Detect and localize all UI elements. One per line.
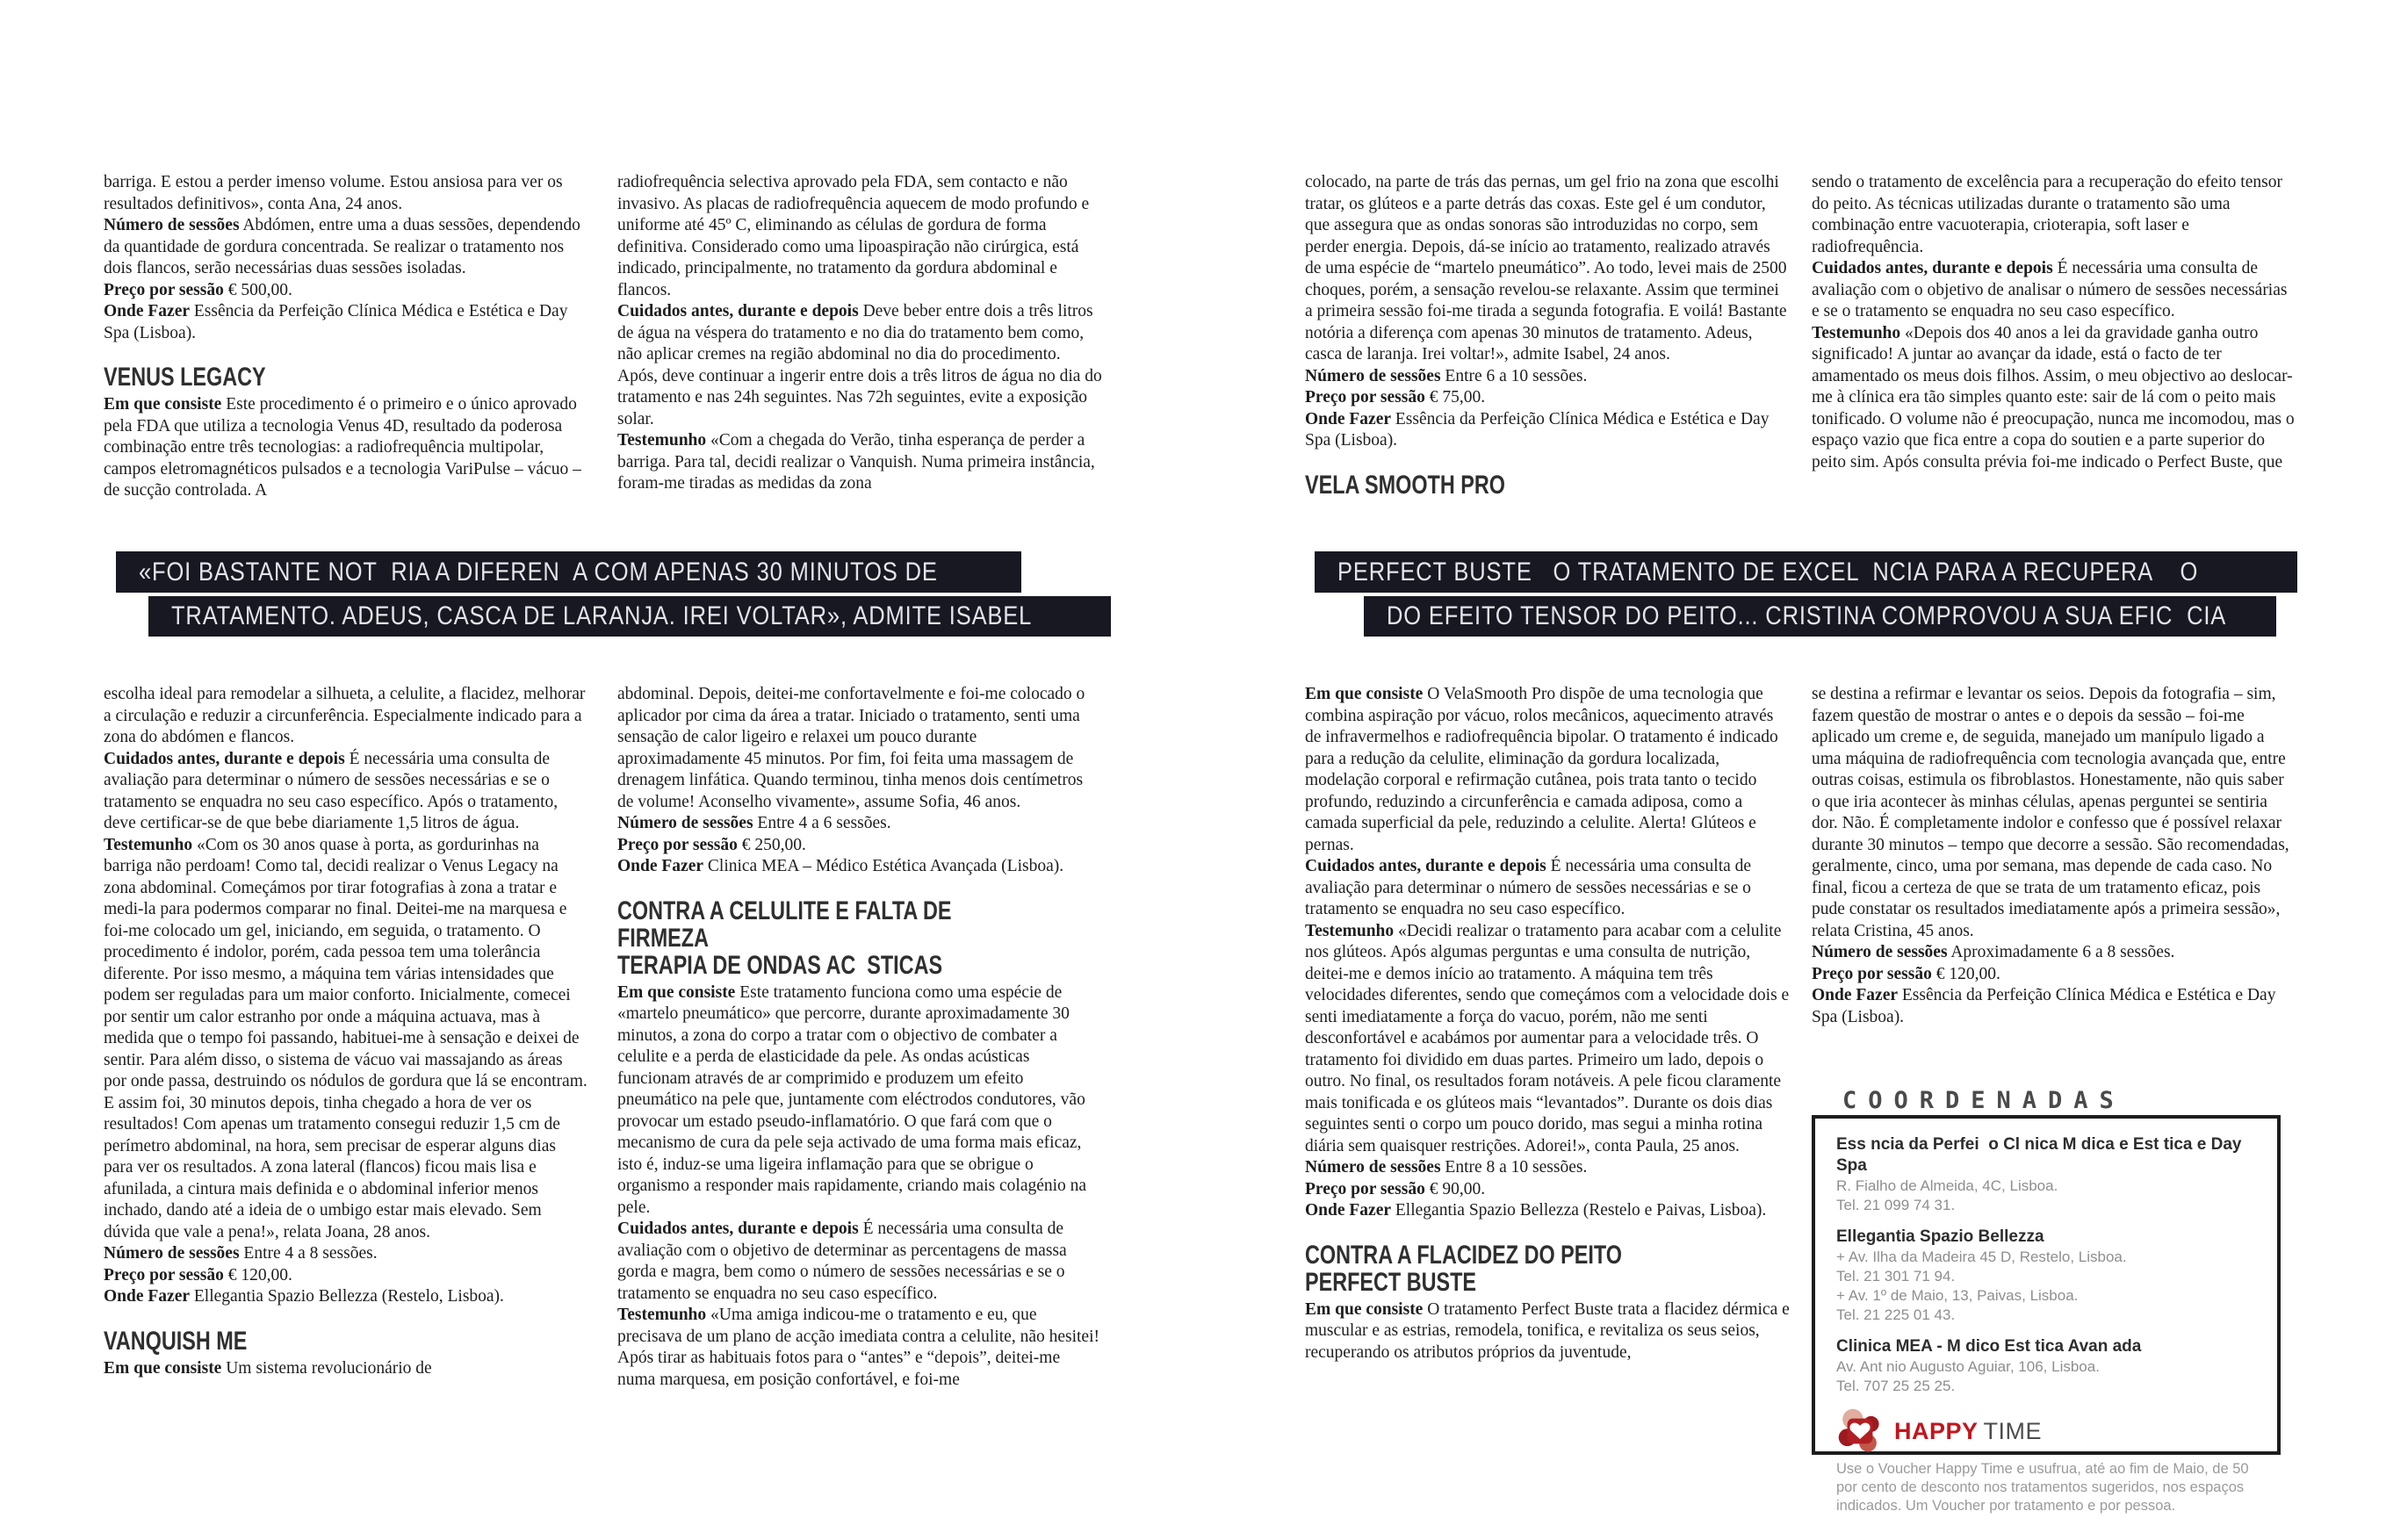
paragraph-label: Em que consiste xyxy=(104,1358,222,1378)
article-paragraph: Em que consiste Este procedimento é o primeiro e o único aprovado pela FDA que utiliza a tecnologia Venus 4D, resultado da poderosa combinação entre três tecnologias: a radiofrequência multipolar, campos eletromagnéticos pulsados e a tecnologia VariPulse – vácuo – de sucção controlada. A xyxy=(104,395,581,500)
paragraph-label: Número de sessões xyxy=(1305,1158,1441,1177)
treatment-heading: CONTRA A CELULITE E FALTA DE FIRMEZA xyxy=(617,896,957,953)
paragraph-label: Onde Fazer xyxy=(1305,1201,1392,1220)
article-paragraph: Preço por sessão € 500,00. xyxy=(104,280,292,299)
article-paragraph: Testemunho «Com os 30 anos quase à porta, as gordurinhas na barriga não perdoam! Como tal, decidi realizar o Venus Legacy na zona abdominal. Começámos por tirar fotografias à zona a tratar e medi-la para podermos comparar no final. Deitei-me na marquesa e foi-me colocado um gel, iniciando, em seguida, o tratamento. O procedimento é indolor, porém, cada pessoa tem uma tolerância diferente. Por isso mesmo, a máquina tem várias intensidades que podem ser reguladas para um maior conforto. Inicialmente, comecei por sentir um calor estranho por onde a máquina actuava, mas à medida que o tempo foi passando, habituei-me à sensação e deixei de sentir. Para além disso, o sistema de vácuo vai massajando as áreas por onde passa, destruindo os nódulos de gordura que lá se encontram. E assim foi, 30 minutos depois, tinha chegado a hora de ver os resultados! Com apenas um tratamento consegui reduzir 1,5 cm de perímetro abdominal, na hora, sem precisar de esperar alguns dias para ver os resultados. A zona lateral (flancos) ficou mais lisa e afunilada, a cintura mais definida e o abdominal inferior menos inchado, dando até a ideia de o umbigo estar mais elevado. Sem dúvida que vale a pena!», relata Joana, 28 anos. xyxy=(104,835,587,1241)
article-paragraph: Preço por sessão € 120,00. xyxy=(1812,964,2000,983)
treatment-heading: VENUS LEGACY xyxy=(104,363,266,392)
paragraph-label: Onde Fazer xyxy=(104,1287,191,1306)
contact-entry xyxy=(1836,1336,2258,1396)
brand-happy: HAPPY xyxy=(1894,1417,1979,1444)
article-paragraph: Preço por sessão € 250,00. xyxy=(617,835,806,854)
paragraph-label: Preço por sessão xyxy=(1305,1179,1425,1198)
article-paragraph: Cuidados antes, durante e depois É necessária uma consulta de avaliação para determinar o número de sessões necessárias e se o tratamento se enquadra no seu caso específico. Após o tratamento, deve certificar-se de que bebe diariamente 1,5 litros de água. xyxy=(104,749,559,832)
pull-quote-banner-right-line1: PERFECT BUSTE O TRATAMENTO DE EXCEL NCIA PARA A RECUPERA O xyxy=(1315,551,2297,593)
paragraph-label: Cuidados antes, durante e depois xyxy=(617,1220,859,1238)
article-paragraph: escolha ideal para remodelar a silhueta, a celulite, a flacidez, melhorar a circulação e reduzir a circunferência. Especialmente indicado para a zona do abdómen e flancos. xyxy=(104,685,586,746)
column-3-top xyxy=(1305,172,1790,502)
paragraph-label: Número de sessões xyxy=(1812,943,1948,961)
article-paragraph: Número de sessões Abdómen, entre uma a duas sessões, dependendo da quantidade de gordura concentrada. Se realizar o tratamento nos dois flancos, serão necessárias duas sessões isoladas. xyxy=(104,216,580,277)
article-paragraph: sendo o tratamento de excelência para a recuperação do efeito tensor do peito. As técnicas utilizadas durante o tratamento são uma combinação entre vacuoterapia, crioterapia, soft laser e radiofrequência. xyxy=(1812,173,2282,256)
article-paragraph: Onde Fazer Essência da Perfeição Clínica Médica e Estética e Day Spa (Lisboa). xyxy=(1305,409,1770,450)
paragraph-label: Preço por sessão xyxy=(617,835,738,854)
paragraph-label: Em que consiste xyxy=(617,982,736,1002)
paragraph-label: Preço por sessão xyxy=(104,280,224,299)
article-paragraph: Testemunho «Decidi realizar o tratamento para acabar com a celulite nos glúteos. Após algumas perguntas e uma consulta de nutrição, deitei-me e demos início ao tratamento. A máquina tem três velocidades diferentes, sendo que começámos com a velocidade dois e senti imediatamente a força do vacuo, porém, não me senti desconfortável e acabámos por aumentar para a velocidade três. O tratamento foi dividido em duas partes. Primeiro um lado, depois o outro. No final, os resultados foram notáveis. A pele ficou claramente mais tonificada e os glúteos mais “levantados”. Durante os dois dias seguintes senti o corpo um pouco dorido, mas segui a minha rotina diária sem quaisquer restrições. Adorei!», conta Paula, 25 anos. xyxy=(1305,921,1790,1155)
article-paragraph: Cuidados antes, durante e depois Deve beber entre dois a três litros de água na véspera do tratamento e no dia do tratamento bem como, não aplicar cremes na região abdominal no dia do procedimento. Após, deve continuar a ingerir entre dois a três litros de água no dia do tratamento e nas 24h seguintes. Nas 72h seguintes, evite a exposição solar. xyxy=(617,302,1102,428)
paragraph-label: Testemunho xyxy=(1305,921,1395,940)
paragraph-label: Número de sessões xyxy=(104,216,240,234)
article-paragraph: Onde Fazer Essência da Perfeição Clínica Médica e Estética e Day Spa (Lisboa). xyxy=(1812,986,2276,1026)
treatment-subheading: PERFECT BUSTE xyxy=(1305,1267,1477,1297)
paragraph-label: Testemunho xyxy=(617,1306,707,1324)
contact-name: Ess ncia da Perfei o Cl nica M dica e Est tica e Day Spa xyxy=(1836,1135,2246,1175)
paragraph-label: Cuidados antes, durante e depois xyxy=(104,749,345,768)
paragraph-label: Número de sessões xyxy=(617,814,753,832)
treatment-heading: VANQUISH ME xyxy=(104,1326,248,1356)
pull-quote-banner-right-line2: DO EFEITO TENSOR DO PEITO... CRISTINA COMPROVOU A SUA EFIC CIA xyxy=(1364,596,2276,637)
contact-address: + Av. Ilha da Madeira 45 D, Restelo, Lisboa. xyxy=(1836,1249,2127,1265)
article-paragraph: se destina a refirmar e levantar os seios. Depois da fotografia – sim, fazem questão de mostrar o antes e o depois da sessão – foi-me aplicado um creme e, de seguida, manejado um manípulo ligado a uma máquina de radiofrequência com tecnologia avançada que, entre outras coisas, estimula os fibroblastos. Honestamente, não quis saber o que iria acontecer às minhas células, apenas perguntei se sentiria dor. Não. É completamente indolor e confesso que é possível relaxar durante 30 minutos – tempo que decorre a sessão. São recomendadas, geralmente, cinco, uma por semana, mas depende de cada caso. No final, ficou a certeza de que se trata de um tratamento eficaz, pois pude constatar os resultados imediatamente após a primeira sessão», relata Cristina, 45 anos. xyxy=(1812,685,2289,940)
contact-entry xyxy=(1836,1227,2258,1325)
article-paragraph: Em que consiste Este tratamento funciona como uma espécie de «martelo pneumático» que percorre, durante aproximadamente 30 minutos, a zona do corpo a tratar com o objectivo de combater a celulite e a perda de elasticidade da pele. As ondas acústicas funcionam através de ar comprimido e produzem um efeito pneumático na pele que, juntamente com eléctrodos condutores, vão provocar um estado pseudo-inflamatório. O que fará com que o mecanismo de cura da pele seja activado de uma forma mais eficaz, isto é, induz-se uma ligeira inflamação para que se obrigue o organismo a responder mais rapidamente, criando mais colagénio na pele. xyxy=(617,982,1087,1217)
paragraph-label: Cuidados antes, durante e depois xyxy=(1305,857,1546,875)
column-2-top xyxy=(617,172,1102,495)
article-paragraph: Em que consiste O tratamento Perfect Buste trata a flacidez dérmica e muscular e as estrias, remodela, tonifica, e revitaliza os seus seios, recuperando os atributos próprios da juventude, xyxy=(1305,1299,1790,1362)
paragraph-label: Em que consiste xyxy=(1305,1299,1424,1319)
article-paragraph: Preço por sessão € 120,00. xyxy=(104,1265,292,1285)
column-4-top xyxy=(1812,172,2296,473)
paragraph-label: Cuidados antes, durante e depois xyxy=(1812,259,2053,277)
coordenadas-box xyxy=(1812,1115,2281,1514)
article-paragraph: abdominal. Depois, deitei-me confortavelmente e foi-me colocado o aplicador por cima da área a tratar. Iniciado o tratamento, senti uma sensação de calor ligeiro e relaxei um pouco durante aproximadamente 45 minutos. Por fim, foi feita uma massagem de drenagem linfática. Quando terminou, tinha menos dois centímetros de volume! Aconselho vivamente», assume Sofia, 46 anos. xyxy=(617,685,1085,811)
paragraph-label: Testemunho xyxy=(104,835,193,854)
contact-phone: Tel. 21 225 01 43. xyxy=(1836,1306,1956,1323)
happy-time-brand xyxy=(1836,1407,2258,1455)
contact-name: Ellegantia Spazio Bellezza xyxy=(1836,1227,2044,1246)
paragraph-label: Testemunho xyxy=(1812,323,1901,342)
article-paragraph: Número de sessões Entre 6 a 10 sessões. xyxy=(1305,366,1588,385)
paragraph-label: Onde Fazer xyxy=(104,302,191,320)
contact-phone: Tel. 707 25 25 25. xyxy=(1836,1378,1956,1394)
contact-phone: Tel. 21 099 74 31. xyxy=(1836,1197,1956,1213)
article-paragraph: Preço por sessão € 75,00. xyxy=(1305,388,1486,407)
article-paragraph: colocado, na parte de trás das pernas, um gel frio na zona que escolhi tratar, os glúteos e a parte detrás das coxas. Este gel é um condutor, que assegura que as ondas sonoras são introduzidas no corpo, sem perder energia. Depois, dá-se início ao tratamento, realizado através de uma espécie de “martelo pneumático”. Ao todo, levei mais de 2500 choques, porém, a sensação revelou-se relaxante. Assim que terminei a primeira sessão foi-me tirada a segunda fotografia. E voilá! Bastante notória a diferença com apenas 30 minutos de tratamento. Adeus, casca de laranja. Irei voltar!», admite Isabel, 24 anos. xyxy=(1305,173,1787,363)
voucher-note: Use o Voucher Happy Time e usufrua, até ao fim de Maio, de 50 por cento de desconto nos tratamentos sugeridos, nos espaços indicados. Um Voucher por tratamento e por pessoa. xyxy=(1836,1461,2249,1514)
column-1-bottom xyxy=(104,684,588,1379)
contact-address: Av. Ant nio Augusto Aguiar, 106, Lisboa. xyxy=(1836,1358,2100,1375)
article-paragraph: Testemunho «Uma amiga indicou-me o tratamento e eu, que precisava de um plano de acção imediata contra a celulite, não hesitei! Após tirar as habituais fotos para o “antes” e “depois”, deitei-me numa marquesa, em posição confortável, e foi-me xyxy=(617,1306,1099,1389)
pull-quote-banner-left-line2: TRATAMENTO. ADEUS, CASCA DE LARANJA. IREI VOLTAR», ADMITE ISABEL xyxy=(148,596,1111,637)
article-paragraph: radiofrequência selectiva aprovado pela FDA, sem contacto e não invasivo. As placas de radiofrequência aquecem de modo profundo e uniforme até 45º C, eliminando as células de gordura de forma definitiva. Considerado como uma lipoaspiração não cirúrgica, está indicado, principalmente, no tratamento da gordura abdominal e flancos. xyxy=(617,173,1090,299)
paragraph-label: Em que consiste xyxy=(104,395,222,414)
contact-entry xyxy=(1836,1134,2258,1215)
article-paragraph: Testemunho «Com a chegada do Verão, tinha esperança de perder a barriga. Para tal, decidi realizar o Vanquish. Numa primeira instância, foram-me tiradas as medidas da zona xyxy=(617,431,1095,493)
contact-address: R. Fialho de Almeida, 4C, Lisboa. xyxy=(1836,1177,2058,1194)
article-paragraph: Cuidados antes, durante e depois É necessária uma consulta de avaliação para determinar o número de sessões necessárias e se o tratamento se enquadra no seu caso específico. xyxy=(1305,857,1752,918)
column-2-bottom xyxy=(617,684,1102,1391)
coordenadas-title: COORDENADAS xyxy=(1842,1087,2125,1114)
column-3-bottom xyxy=(1305,684,1790,1364)
contact-name: Clinica MEA - M dico Est tica Avan ada xyxy=(1836,1337,2142,1356)
article-paragraph: Cuidados antes, durante e depois É necessária uma consulta de avaliação com o objetivo de determinar as percentagens de massa gorda e magra, bem como o número de sessões necessárias e se o tratamento se enquadra no seu caso específico. xyxy=(617,1220,1067,1303)
paragraph-label: Preço por sessão xyxy=(104,1265,224,1285)
pull-quote-banner-left-line1: «FOI BASTANTE NOT RIA A DIFEREN A COM APENAS 30 MINUTOS DE xyxy=(116,551,1021,593)
article-paragraph: Número de sessões Entre 8 a 10 sessões. xyxy=(1305,1158,1588,1177)
paragraph-label: Preço por sessão xyxy=(1812,964,1932,983)
column-1-top xyxy=(104,172,588,502)
article-paragraph: Onde Fazer Ellegantia Spazio Bellezza (Restelo e Paivas, Lisboa). xyxy=(1305,1201,1767,1220)
contact-phone: Tel. 21 301 71 94. xyxy=(1836,1268,1956,1285)
paragraph-label: Em que consiste xyxy=(1305,685,1424,703)
paragraph-label: Onde Fazer xyxy=(1305,409,1392,428)
happy-time-logo-icon xyxy=(1836,1407,1884,1455)
article-paragraph: Cuidados antes, durante e depois É necessária uma consulta de avaliação com o objetivo de analisar o número de sessões necessárias e se o tratamento se enquadra no seu caso específico. xyxy=(1812,259,2288,320)
article-paragraph: Número de sessões Entre 4 a 6 sessões. xyxy=(617,814,891,832)
treatment-heading: VELA SMOOTH PRO xyxy=(1305,470,1505,500)
article-paragraph: Testemunho «Depois dos 40 anos a lei da gravidade ganha outro significado! A juntar ao avançar da idade, está o facto de ter amamentado os meus dois filhos. Assim, o meu objectivo ao deslocar-me à clínica era tão simples quanto este: sair de lá com o peito mais tonificado. O volume não é preocupação, nunca me incomodou, mas o espaço vazio que fica entre a copa do soutien e a parte superior do peito sim. Após consulta prévia foi-me indicado o Perfect Buste, que xyxy=(1812,323,2295,471)
article-paragraph: Número de sessões Entre 4 a 8 sessões. xyxy=(104,1244,378,1263)
article-paragraph: Preço por sessão € 90,00. xyxy=(1305,1179,1486,1198)
treatment-subheading: TERAPIA DE ONDAS AC STICAS xyxy=(617,950,943,980)
article-paragraph: barriga. E estou a perder imenso volume. Estou ansiosa para ver os resultados definitivos», conta Ana, 24 anos. xyxy=(104,173,563,213)
article-paragraph: Em que consiste O VelaSmooth Pro dispõe de uma tecnologia que combina aspiração por vácuo, rolos mecânicos, aquecimento através de infravermelhos e radiofrequência bipolar. O tratamento é indicado para a redução da celulite, eliminação da gordura localizada, modelação corporal e refirmação cutânea, pois trata tanto o tecido profundo, reduzindo a circunferência e camada adiposa, como a camada superficial da pele, reduzindo a celulite. Alerta! Glúteos e pernas. xyxy=(1305,685,1778,854)
article-paragraph: Onde Fazer Essência da Perfeição Clínica Médica e Estética e Day Spa (Lisboa). xyxy=(104,302,568,342)
article-paragraph: Número de sessões Aproximadamente 6 a 8 sessões. xyxy=(1812,943,2175,961)
paragraph-label: Testemunho xyxy=(617,431,707,450)
paragraph-label: Onde Fazer xyxy=(617,857,704,875)
column-4-bottom xyxy=(1812,684,2296,1028)
article-paragraph: Onde Fazer Clinica MEA – Médico Estética Avançada (Lisboa). xyxy=(617,857,1064,875)
contact-address: + Av. 1º de Maio, 13, Paivas, Lisboa. xyxy=(1836,1287,2079,1304)
paragraph-label: Preço por sessão xyxy=(1305,388,1425,407)
paragraph-label: Número de sessões xyxy=(1305,366,1441,385)
treatment-heading: CONTRA A FLACIDEZ DO PEITO xyxy=(1305,1240,1622,1270)
paragraph-label: Onde Fazer xyxy=(1812,986,1899,1004)
paragraph-label: Número de sessões xyxy=(104,1244,240,1263)
article-paragraph: Em que consiste Um sistema revolucionário de xyxy=(104,1358,432,1378)
brand-time: TIME xyxy=(1983,1417,2043,1444)
paragraph-label: Cuidados antes, durante e depois xyxy=(617,302,859,320)
article-paragraph: Onde Fazer Ellegantia Spazio Bellezza (Restelo, Lisboa). xyxy=(104,1287,504,1306)
